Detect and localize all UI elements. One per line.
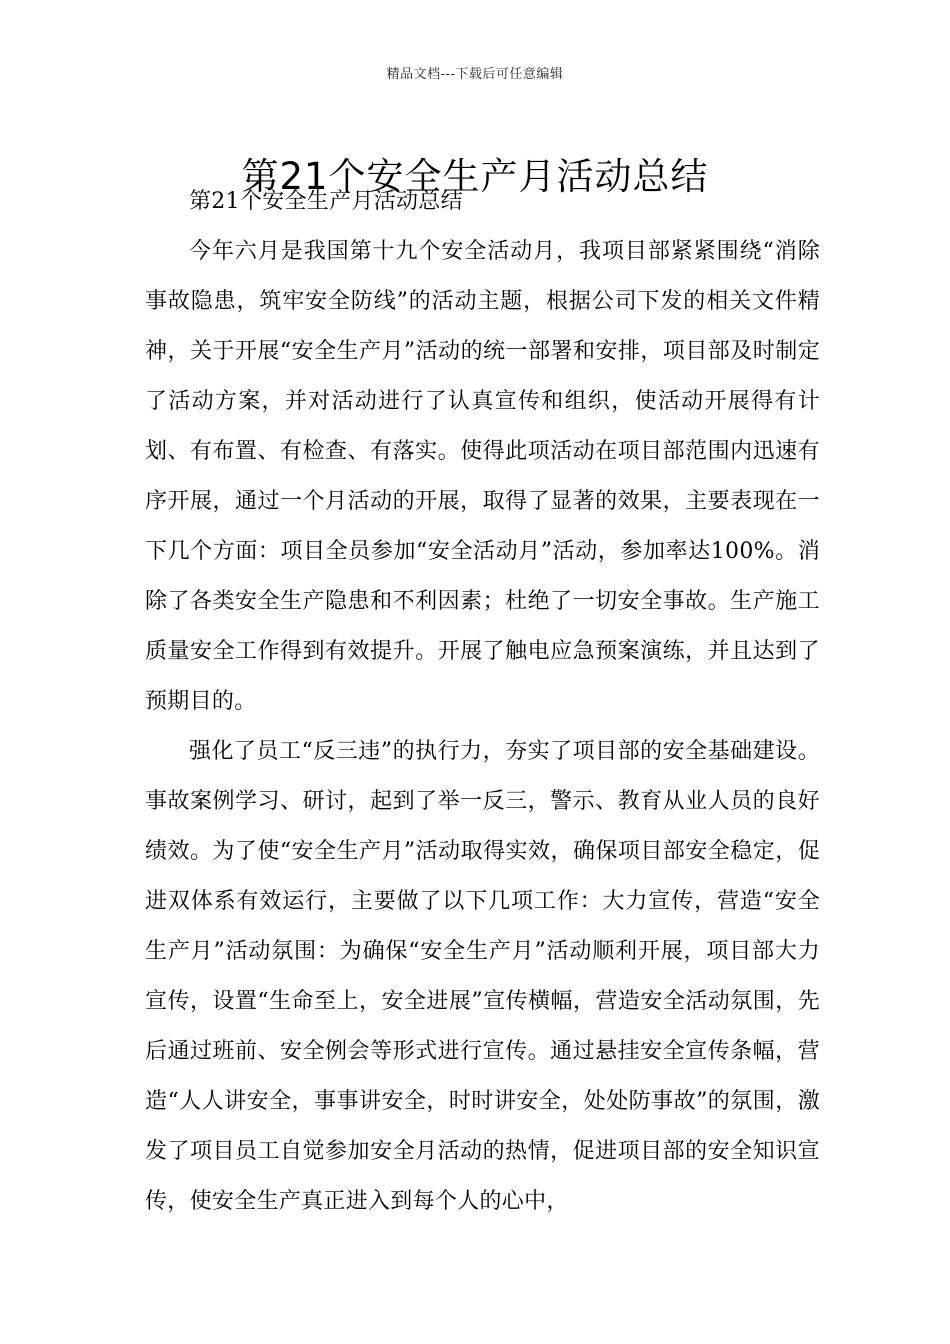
document-subtitle: 第21个安全生产月活动总结 [189,189,463,214]
document-body [145,177,820,1227]
body-paragraph: 强化了员工“反三违”的执行力，夯实了项目部的安全基础建设。事故案例学习、研讨，起到了举一反三，警示、教育从业人员的良好绩效。为了使“安全生产月”活动取得实效，确保项目部安全稳定，促进双体系有效运行，主要做了以下几项工作：大力宣传，营造“安全生产月”活动氛围：为确保“安全生产月”活动顺利开展，项目部大力宣传，设置“生命至上，安全进展”宣传横幅，营造安全活动氛围，先后通过班前、安全例会等形式进行宣传。通过悬挂安全宣传条幅，营造“人人讲安全，事事讲安全，时时讲安全，处处防事故”的氛围，激发了项目员工自觉参加安全月活动的热情，促进项目部的安全知识宣传，使安全生产真正进入到每个人的心中， [145,739,820,1214]
page-header: 精品文档---下载后可任意编辑 [386,67,564,82]
body-paragraph: 今年六月是我国第十九个安全活动月，我项目部紧紧围绕“消除事故隐患，筑牢安全防线”的活动主题，根据公司下发的相关文件精神，关于开展“安全生产月”活动的统一部署和安排，项目部及时制定了活动方案，并对活动进行了认真宣传和组织，使活动开展得有计划、有布置、有检查、有落实。使得此项活动在项目部范围内迅速有序开展，通过一个月活动的开展，取得了显著的效果，主要表现在一下几个方面：项目全员参加“安全活动月”活动，参加率达100%。消除了各类安全生产隐患和不利因素；杜绝了一切安全事故。生产施工质量安全工作得到有效提升。开展了触电应急预案演练，并且达到了预期目的。 [145,239,820,714]
document-title: 第21个安全生产月活动总结 [241,154,709,198]
